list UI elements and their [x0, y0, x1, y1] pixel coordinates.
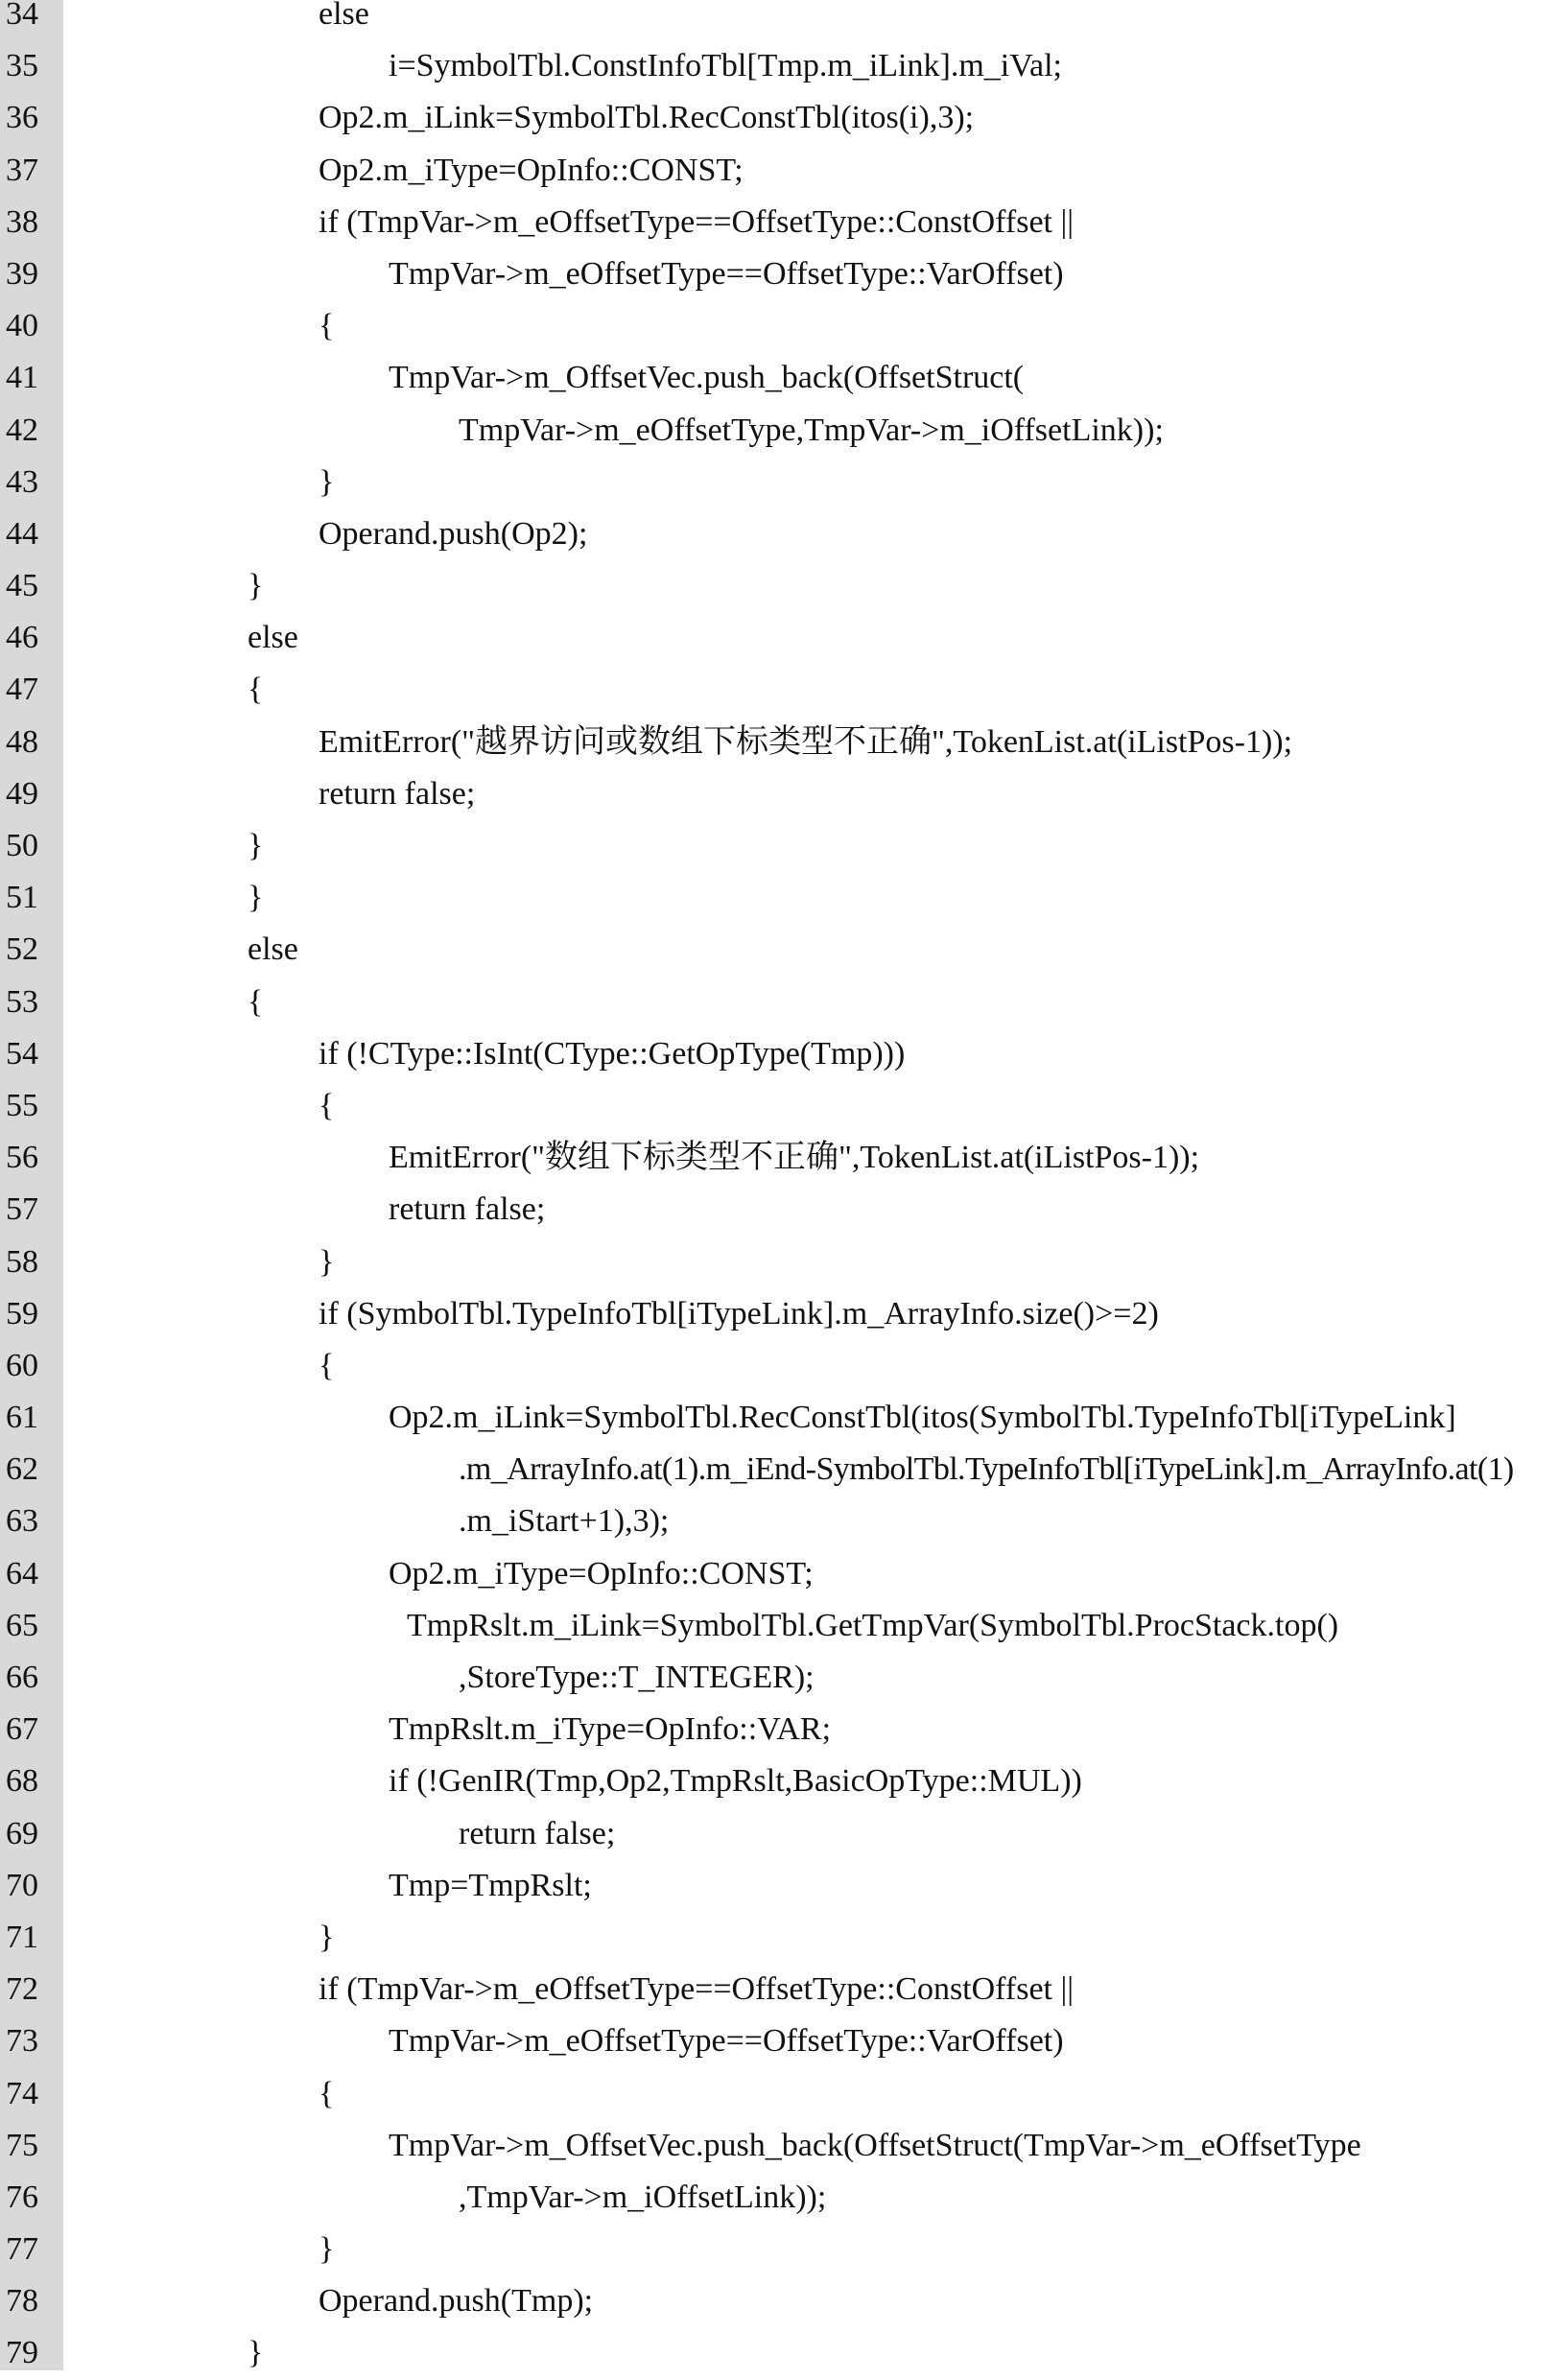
- code-line: [0, 1496, 1559, 1547]
- code-line: [0, 977, 1559, 1028]
- code-text: ,StoreType::T_INTEGER);: [459, 1660, 815, 1695]
- code-text: if (TmpVar->m_eOffsetType==OffsetType::ConstOffset ||: [319, 203, 1075, 240]
- code-text: Op2.m_iType=OpInfo::CONST;: [319, 152, 744, 188]
- code-text: }: [319, 1243, 335, 1280]
- line-number: 60: [6, 1347, 38, 1383]
- line-number: 62: [6, 1451, 38, 1488]
- code-text: TmpRslt.m_iType=OpInfo::VAR;: [389, 1711, 832, 1748]
- code-line: [0, 145, 1559, 197]
- line-number: 63: [6, 1503, 38, 1540]
- code-text: Op2.m_iLink=SymbolTbl.RecConstTbl(itos(i),3);: [319, 100, 975, 136]
- code-line: [0, 0, 1559, 40]
- line-number: 51: [6, 880, 38, 916]
- code-line: [0, 352, 1559, 404]
- line-number: 75: [6, 2127, 38, 2163]
- code-text: TmpRslt.m_iLink=SymbolTbl.GetTmpVar(SymbolTbl.ProcStack.top(): [407, 1607, 1339, 1643]
- line-number: 73: [6, 2023, 38, 2060]
- code-text: TmpVar->m_OffsetVec.push_back(OffsetStruct(TmpVar->m_eOffsetType: [389, 2127, 1361, 2163]
- line-number: 39: [6, 255, 38, 292]
- code-line: [0, 872, 1559, 924]
- code-text: if (SymbolTbl.TypeInfoTbl[iTypeLink].m_ArrayInfo.size()>=2): [319, 1295, 1159, 1331]
- line-number: 78: [6, 2283, 38, 2320]
- line-number: 47: [6, 672, 38, 708]
- line-number: 41: [6, 360, 38, 396]
- line-number: 69: [6, 1815, 38, 1851]
- code-text: }: [248, 828, 264, 863]
- line-number: 40: [6, 308, 38, 344]
- code-line: [0, 560, 1559, 612]
- code-text: }: [319, 463, 335, 500]
- code-text: EmitError("数组下标类型不正确",TokenList.at(iListPos-1));: [389, 1140, 1200, 1176]
- code-text: TmpVar->m_eOffsetType,TmpVar->m_iOffsetLink));: [459, 412, 1164, 448]
- code-text: if (!GenIR(Tmp,Op2,TmpRslt,BasicOpType::MUL)): [389, 1763, 1082, 1800]
- line-number: 37: [6, 152, 38, 188]
- code-text: }: [319, 1919, 335, 1955]
- line-number: 76: [6, 2179, 38, 2215]
- code-line: [0, 1237, 1559, 1288]
- line-number: 64: [6, 1555, 38, 1591]
- code-text: {: [319, 1347, 335, 1383]
- code-text: {: [319, 308, 335, 344]
- line-number: 50: [6, 828, 38, 863]
- code-line: [0, 2015, 1559, 2067]
- code-line: [0, 2172, 1559, 2224]
- code-text: {: [248, 672, 264, 708]
- line-number: 34: [6, 0, 38, 32]
- line-number: 36: [6, 100, 38, 136]
- code-line: [0, 1600, 1559, 1652]
- code-line: [0, 1912, 1559, 1964]
- code-line: [0, 92, 1559, 144]
- code-line: [0, 664, 1559, 716]
- code-text: Operand.push(Op2);: [319, 515, 588, 552]
- code-line: [0, 1548, 1559, 1600]
- line-number: 56: [6, 1140, 38, 1176]
- code-text: TmpVar->m_eOffsetType==OffsetType::VarOffset): [389, 255, 1064, 292]
- code-line: [0, 612, 1559, 664]
- line-number: 71: [6, 1919, 38, 1955]
- code-line: [0, 1392, 1559, 1444]
- line-number: 57: [6, 1191, 38, 1228]
- line-number: 72: [6, 1971, 38, 2008]
- code-text: {: [319, 1087, 335, 1123]
- line-number: 48: [6, 723, 38, 760]
- code-text: }: [319, 2231, 335, 2268]
- line-number: 67: [6, 1711, 38, 1748]
- code-line: [0, 717, 1559, 768]
- line-number: 58: [6, 1243, 38, 1280]
- line-number: 45: [6, 568, 38, 604]
- code-line: [0, 820, 1559, 872]
- line-number: 70: [6, 1867, 38, 1903]
- line-number: 46: [6, 620, 38, 656]
- code-line: [0, 248, 1559, 300]
- line-number: 52: [6, 931, 38, 968]
- code-line: [0, 1340, 1559, 1392]
- code-text: Operand.push(Tmp);: [319, 2283, 594, 2320]
- code-text: EmitError("越界访问或数组下标类型不正确",TokenList.at(iListPos-1));: [319, 723, 1293, 760]
- code-text: TmpVar->m_OffsetVec.push_back(OffsetStruct(: [389, 360, 1025, 396]
- line-number: 61: [6, 1400, 38, 1436]
- code-text: .m_iStart+1),3);: [459, 1503, 670, 1540]
- code-line: [0, 1444, 1559, 1496]
- code-text: if (TmpVar->m_eOffsetType==OffsetType::ConstOffset ||: [319, 1971, 1075, 2008]
- code-text: Tmp=TmpRslt;: [389, 1867, 592, 1903]
- code-text: else: [248, 620, 298, 656]
- code-line: [0, 40, 1559, 92]
- code-line: [0, 1860, 1559, 1912]
- code-text: }: [248, 880, 264, 916]
- code-text: else: [248, 931, 298, 968]
- code-text: Op2.m_iLink=SymbolTbl.RecConstTbl(itos(SymbolTbl.TypeInfoTbl[iTypeLink]: [389, 1400, 1456, 1436]
- line-number: 38: [6, 203, 38, 240]
- line-number: 55: [6, 1087, 38, 1123]
- line-number: 43: [6, 463, 38, 500]
- code-line: [0, 1028, 1559, 1080]
- code-text: return false;: [389, 1191, 546, 1228]
- line-number: 54: [6, 1035, 38, 1072]
- code-line: [0, 1808, 1559, 1860]
- code-line: [0, 1704, 1559, 1756]
- code-line: [0, 1964, 1559, 2015]
- code-line: [0, 924, 1559, 976]
- code-line: [0, 2068, 1559, 2120]
- code-text: return false;: [459, 1815, 616, 1851]
- line-number: 65: [6, 1607, 38, 1643]
- line-number: 42: [6, 412, 38, 448]
- code-text: {: [248, 983, 264, 1020]
- line-number: 79: [6, 2335, 38, 2371]
- code-line: [0, 1652, 1559, 1704]
- code-line: [0, 1184, 1559, 1236]
- code-text: Op2.m_iType=OpInfo::CONST;: [389, 1555, 814, 1591]
- code-line: [0, 300, 1559, 352]
- code-line: [0, 1080, 1559, 1132]
- code-line: [0, 2224, 1559, 2275]
- code-text: {: [319, 2075, 335, 2111]
- line-number: 77: [6, 2231, 38, 2268]
- code-text: return false;: [319, 775, 476, 812]
- code-text: if (!CType::IsInt(CType::GetOpType(Tmp))): [319, 1035, 906, 1072]
- line-number: 66: [6, 1660, 38, 1695]
- code-line: [0, 1756, 1559, 1807]
- line-number: 59: [6, 1295, 38, 1331]
- code-line: [0, 2120, 1559, 2172]
- line-number: 53: [6, 983, 38, 1020]
- line-number: 68: [6, 1763, 38, 1800]
- code-text: ,TmpVar->m_iOffsetLink));: [459, 2179, 827, 2215]
- code-line: [0, 405, 1559, 457]
- code-line: [0, 768, 1559, 820]
- line-number: 74: [6, 2075, 38, 2111]
- code-line: [0, 197, 1559, 248]
- line-number: 44: [6, 515, 38, 552]
- code-line: [0, 2275, 1559, 2327]
- code-text: }: [248, 568, 264, 604]
- code-text: }: [248, 2335, 264, 2371]
- code-text: TmpVar->m_eOffsetType==OffsetType::VarOffset): [389, 2023, 1064, 2060]
- code-text: i=SymbolTbl.ConstInfoTbl[Tmp.m_iLink].m_iVal;: [389, 48, 1062, 84]
- code-line: [0, 1288, 1559, 1340]
- code-text: .m_ArrayInfo.at(1).m_iEnd-SymbolTbl.TypeInfoTbl[iTypeLink].m_ArrayInfo.at(1): [459, 1451, 1514, 1488]
- code-line: [0, 457, 1559, 508]
- code-text: else: [319, 0, 369, 32]
- code-line: [0, 508, 1559, 560]
- code-line: [0, 2327, 1559, 2379]
- code-line: [0, 1132, 1559, 1184]
- line-number: 35: [6, 48, 38, 84]
- line-number: 49: [6, 775, 38, 812]
